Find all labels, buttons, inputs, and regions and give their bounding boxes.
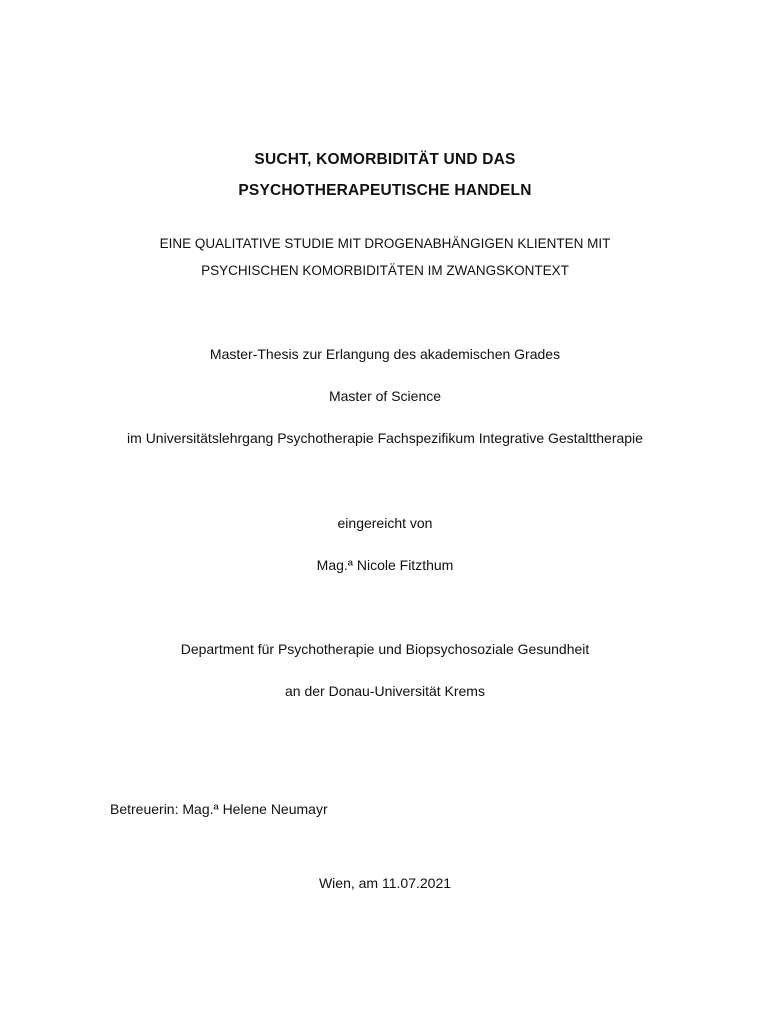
degree-name: Master of Science xyxy=(328,388,442,404)
study-program: im Universitätslehrgang Psychotherapie Fachspezifikum Integrative Gestalttherapie xyxy=(127,430,643,446)
submitted-by-label: eingereicht von xyxy=(337,515,433,531)
supervisor: Betreuerin: Mag.ª Helene Neumayr xyxy=(110,801,328,817)
university-name: an der Donau-Universität Krems xyxy=(285,683,485,699)
thesis-title-line-1: SUCHT, KOMORBIDITÄT UND DAS xyxy=(254,151,516,168)
author-name: Mag.ª Nicole Fitzthum xyxy=(316,557,454,573)
thesis-subtitle-line-2: PSYCHISCHEN KOMORBIDITÄTEN IM ZWANGSKONTEXT xyxy=(201,263,569,278)
thesis-subtitle-line-1: EINE QUALITATIVE STUDIE MIT DROGENABHÄNGIGEN KLIENTEN MIT xyxy=(159,236,611,251)
department-name: Department für Psychotherapie und Biopsychosoziale Gesundheit xyxy=(180,641,590,657)
thesis-title-line-2: PSYCHOTHERAPEUTISCHE HANDELN xyxy=(238,182,532,199)
place-and-date: Wien, am 11.07.2021 xyxy=(318,875,452,891)
thesis-purpose: Master-Thesis zur Erlangung des akademischen Grades xyxy=(209,346,561,362)
